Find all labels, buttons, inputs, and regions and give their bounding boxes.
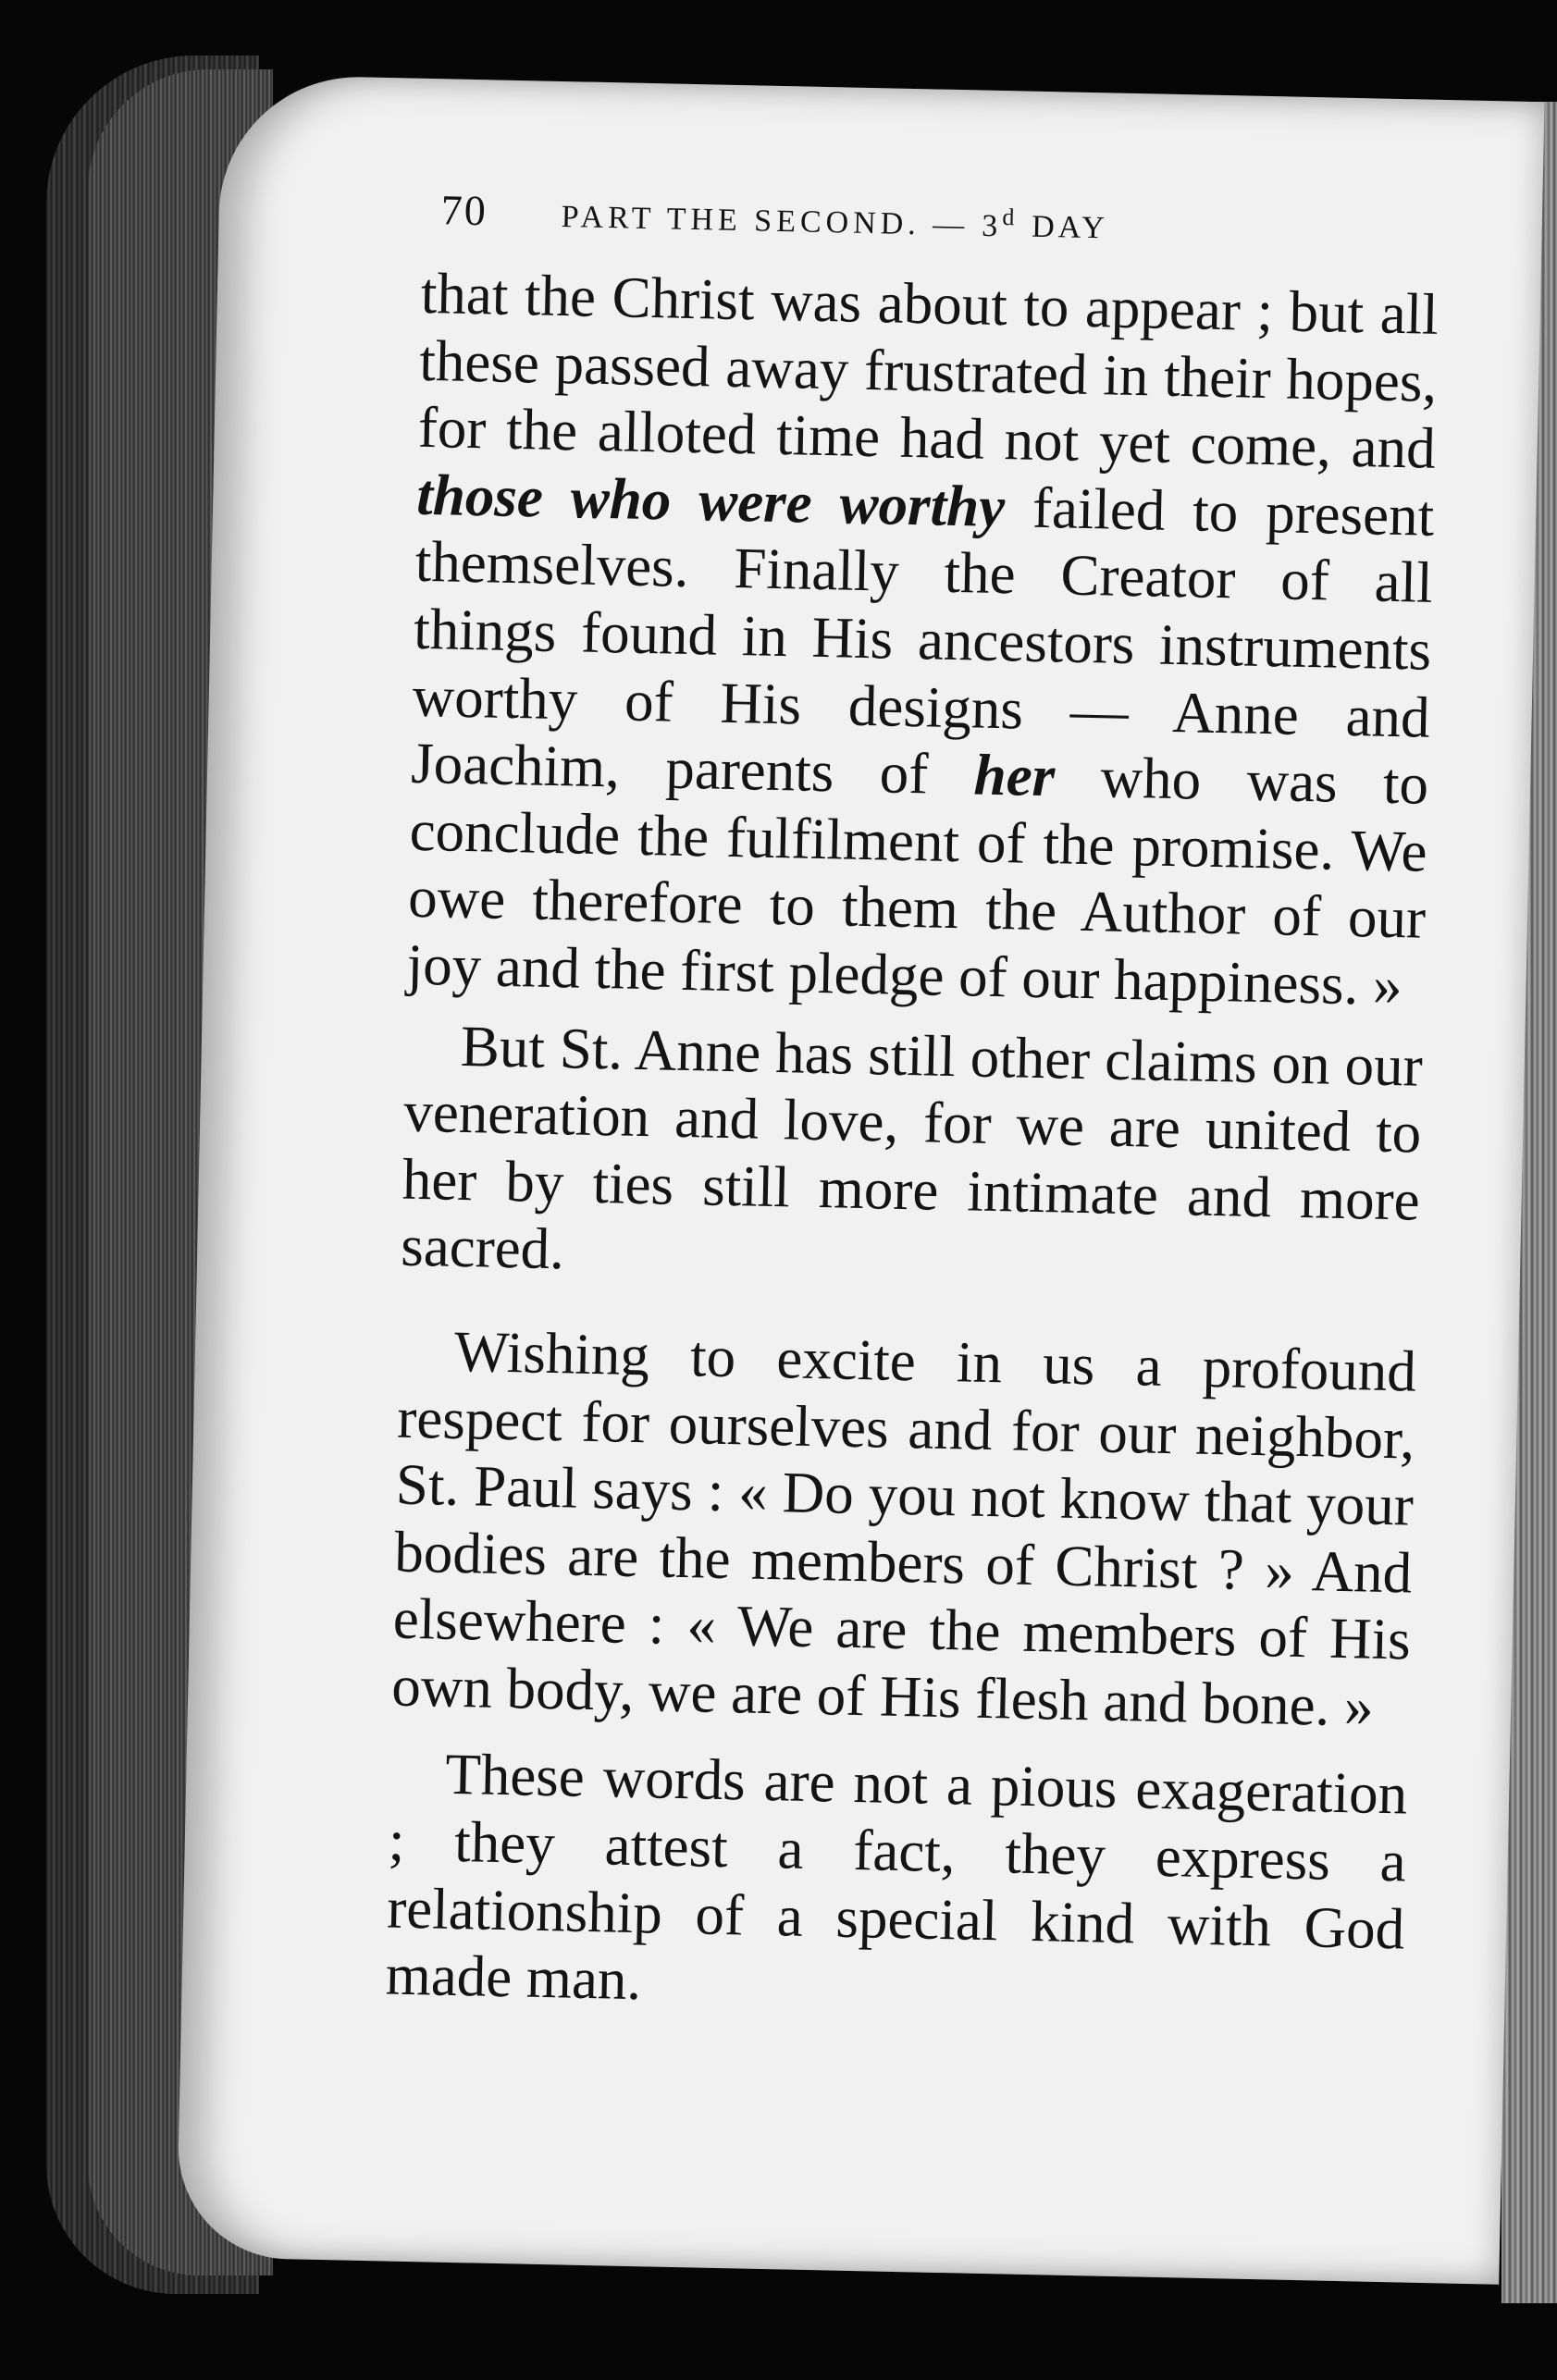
day-word: DAY [1031, 209, 1109, 246]
running-header [440, 185, 1440, 255]
italic-phrase: those who were worthy [415, 462, 1006, 539]
paragraph-3: Wishing to excite in us a profound respect for ourselves and for our neighbor, St. Paul says : « Do you not know that your bodies are the members of Christ ? » And elsewhere : « We are the members of His own body, we are of His flesh and bone. » [390, 1318, 1417, 1739]
running-title: PART THE SECOND. — [561, 200, 970, 243]
paragraph-4: These words are not a pious exageration ; they attest a fact, they express a relationship of a special kind with God made man. [385, 1742, 1408, 2013]
page-text [385, 185, 1440, 2029]
day-number: 3$^d$ [981, 203, 1019, 243]
paragraph-1: that the Christ was about to appear ; but all these passed away frustrated in their hopes, for the alloted time had not yet come, and those who were worthy failed to present themselves. Finally the Creator of all things found in His ancestors instruments worthy of His designs — Anne and Joachim, parents of her who was to conclude the fulfilment of the promise. We owe therefore to them the Author of our joy and the first pledge of our happiness. » [406, 260, 1440, 1018]
italic-word: her [973, 742, 1056, 809]
paragraph-2: But St. Anne has still other claims on our veneration and love, for we are united to her by ties still more intimate and more sacred. [400, 1013, 1424, 1282]
page-number: 70 [440, 186, 488, 235]
book-page [176, 74, 1544, 2284]
